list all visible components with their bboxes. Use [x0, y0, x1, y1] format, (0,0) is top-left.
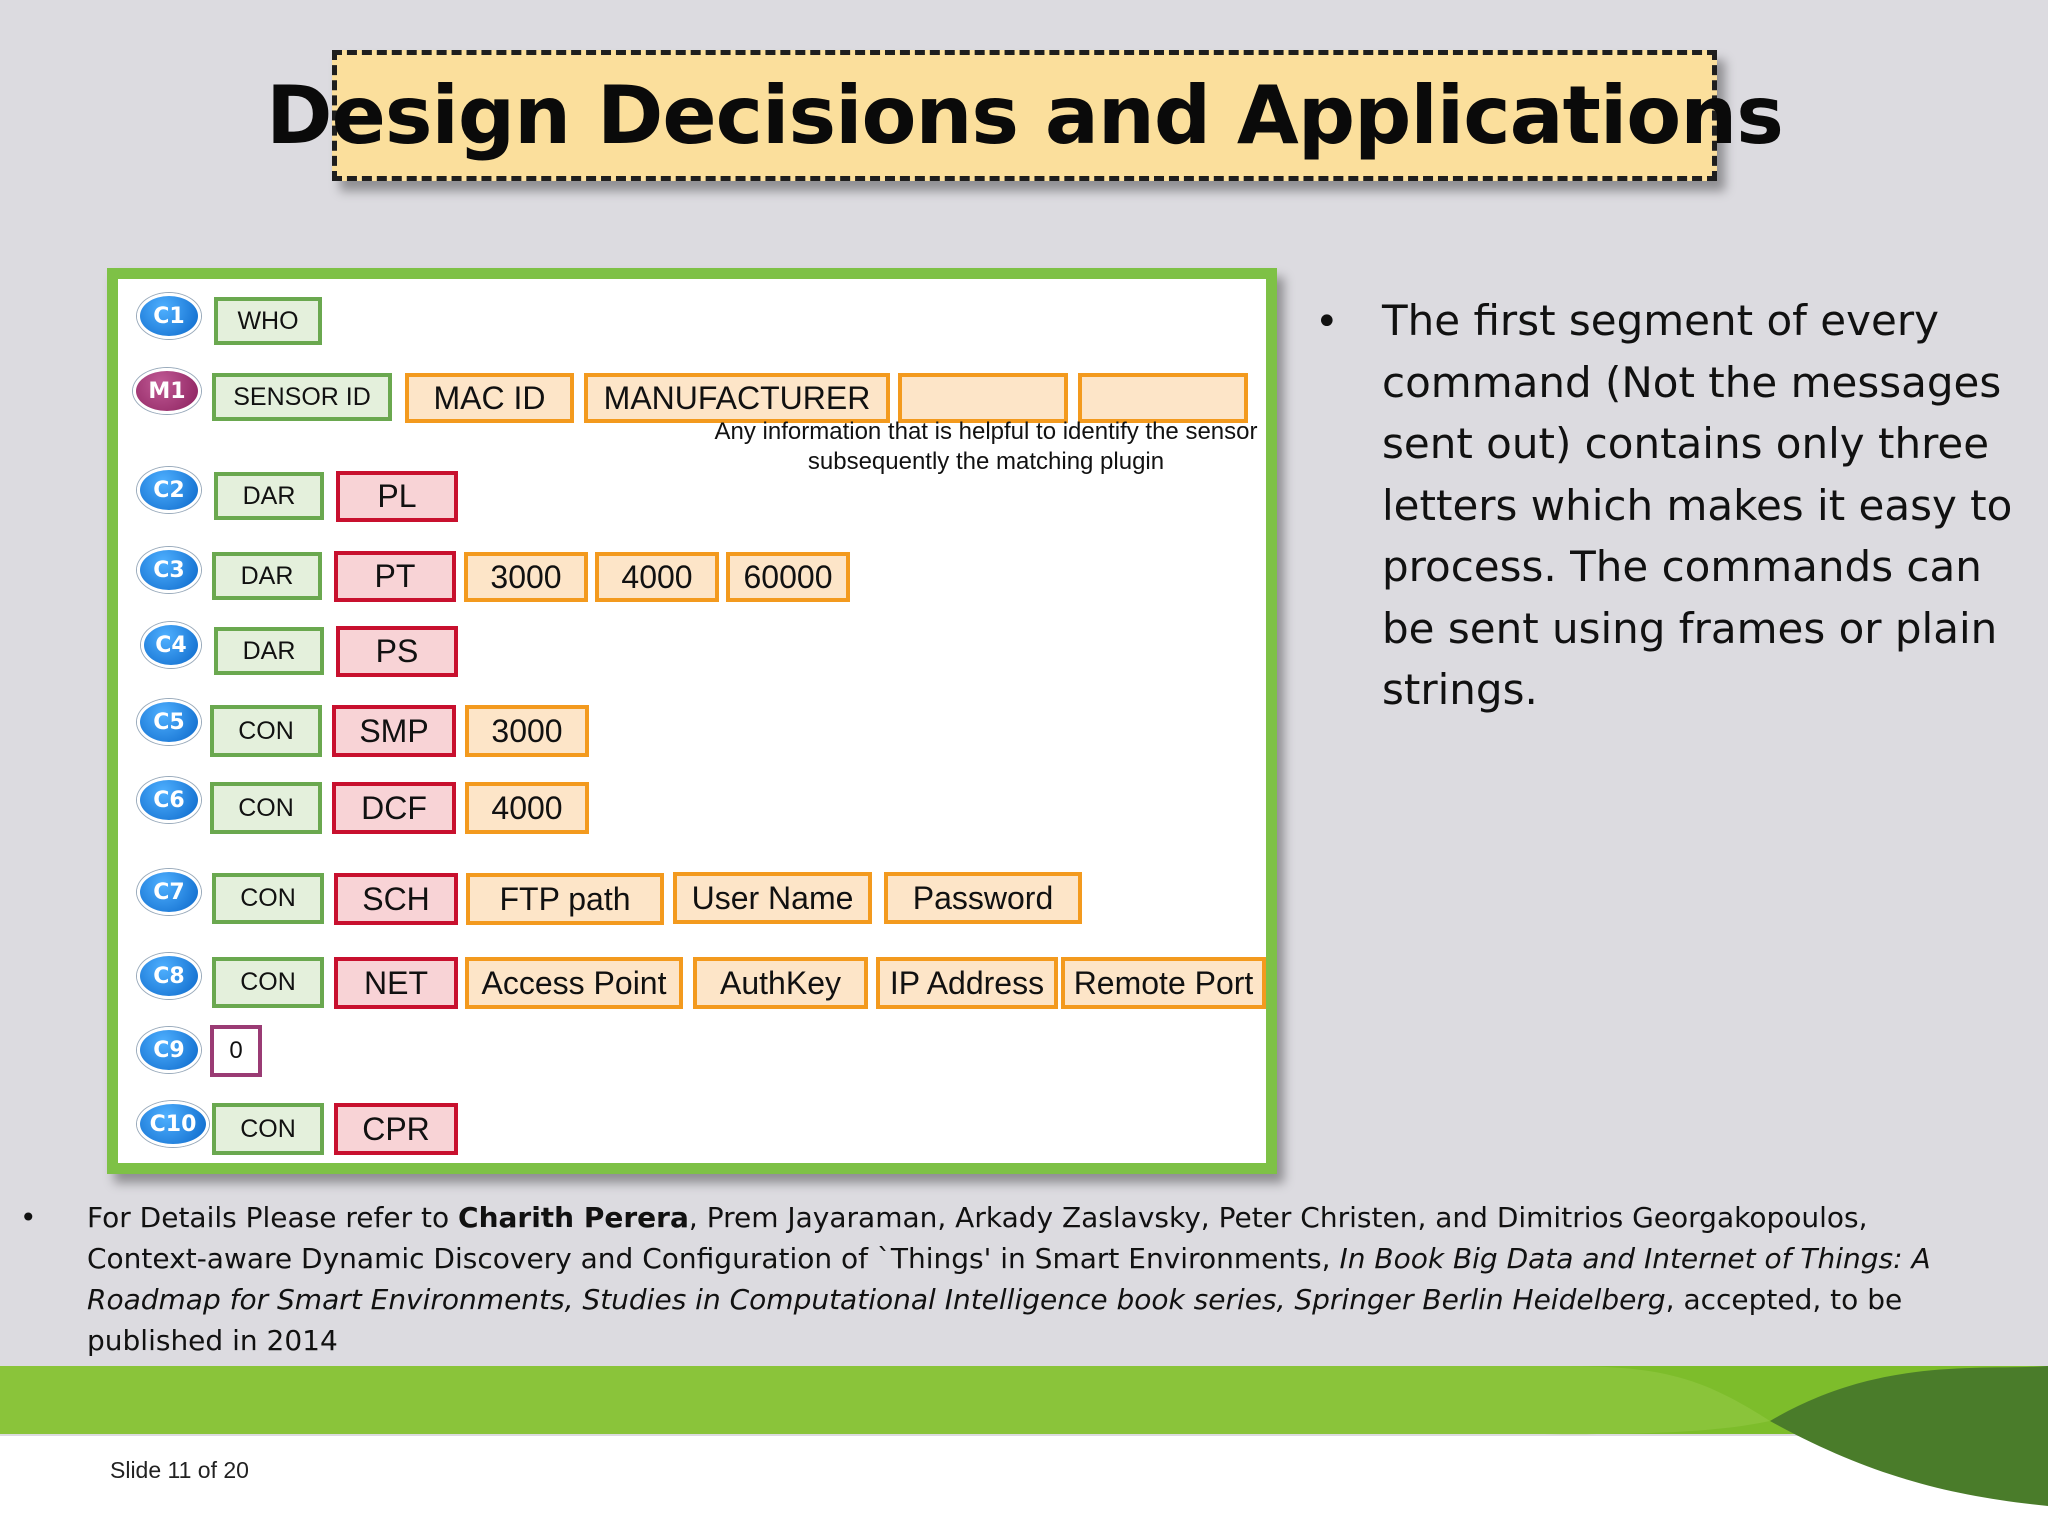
param-cell: 3000 [465, 705, 589, 757]
command-cell: SENSOR ID [212, 373, 392, 421]
row-badge: C5 [137, 699, 201, 745]
param-cell: Password [884, 872, 1082, 924]
command-cell: CON [210, 705, 322, 757]
command-cell: DCF [332, 782, 456, 834]
command-cell: CON [212, 1103, 324, 1155]
reference-venue: In Book Big Data and Internet of Things: A Roadmap for Smart Environments, Studies in Computational Intelligence book series, Springer Berlin Heidelberg [87, 1242, 1931, 1316]
row-badge: M1 [133, 368, 201, 414]
row-badge: C6 [137, 777, 201, 823]
row-badge: C8 [137, 953, 201, 999]
command-cell: PT [334, 551, 456, 602]
bullet-icon: • [1315, 299, 1339, 345]
command-cell: PS [336, 626, 458, 677]
param-cell [898, 373, 1068, 423]
param-cell: 60000 [726, 552, 850, 602]
param-cell: FTP path [466, 873, 664, 925]
param-cell: MANUFACTURER [584, 373, 890, 423]
param-cell: IP Address [876, 957, 1058, 1009]
command-cell: SCH [334, 873, 458, 925]
param-cell: 4000 [595, 552, 719, 602]
param-cell: MAC ID [405, 373, 574, 423]
reference-lead-author: Charith Perera [458, 1201, 689, 1234]
row-badge: C2 [137, 467, 201, 513]
command-cell: WHO [214, 297, 322, 345]
param-cell [1078, 373, 1248, 423]
row-badge: C3 [137, 547, 201, 593]
row-badge: C7 [137, 869, 201, 915]
slide-number: Slide 11 of 20 [110, 1457, 249, 1483]
command-cell: CON [212, 873, 324, 924]
param-cell: User Name [673, 872, 872, 924]
row-badge: C4 [141, 622, 201, 668]
command-cell: SMP [332, 705, 456, 757]
reference-text [87, 1197, 1987, 1361]
page-title: Design Decisions and Applications [266, 69, 1783, 162]
command-cell: 0 [210, 1025, 262, 1077]
diagram-note: Any information that is helpful to identify the sensor subsequently the matching plugin [714, 418, 1258, 475]
command-cell: CON [212, 957, 324, 1008]
row-badge: C1 [137, 293, 201, 339]
command-cell: CON [210, 782, 322, 834]
reference-prefix: For Details Please refer to [87, 1201, 459, 1234]
command-cell: PL [336, 471, 458, 522]
reference-suffix: , accepted, to be published in 2014 [87, 1283, 1903, 1357]
title-banner [266, 50, 1783, 181]
param-cell: Access Point [465, 957, 683, 1009]
command-cell: DAR [212, 552, 322, 600]
row-badge: C9 [137, 1027, 201, 1073]
reference-authors: , Prem Jayaraman, Arkady Zaslavsky, Peter Christen, and Dimitrios Georgakopoulos, Context-aware Dynamic Discovery and Configuration of `Things' in Smart Environments, [87, 1201, 1868, 1275]
row-badge: C10 [137, 1101, 209, 1147]
bullet-icon: • [20, 1201, 37, 1234]
param-cell: AuthKey [693, 957, 868, 1009]
command-cell: NET [334, 957, 458, 1009]
param-cell: 4000 [465, 782, 589, 834]
command-cell: DAR [214, 627, 324, 675]
command-cell: DAR [214, 472, 324, 520]
param-cell: Remote Port [1061, 957, 1266, 1009]
description-text: The first segment of every command (Not the messages sent out) contains only three letters which makes it easy to process. The commands can be sent using frames or plain strings. [1382, 296, 2013, 714]
param-cell: 3000 [464, 552, 588, 602]
command-cell: CPR [334, 1103, 458, 1155]
footer-decoration [0, 1366, 2048, 1536]
command-diagram [107, 268, 1277, 1174]
